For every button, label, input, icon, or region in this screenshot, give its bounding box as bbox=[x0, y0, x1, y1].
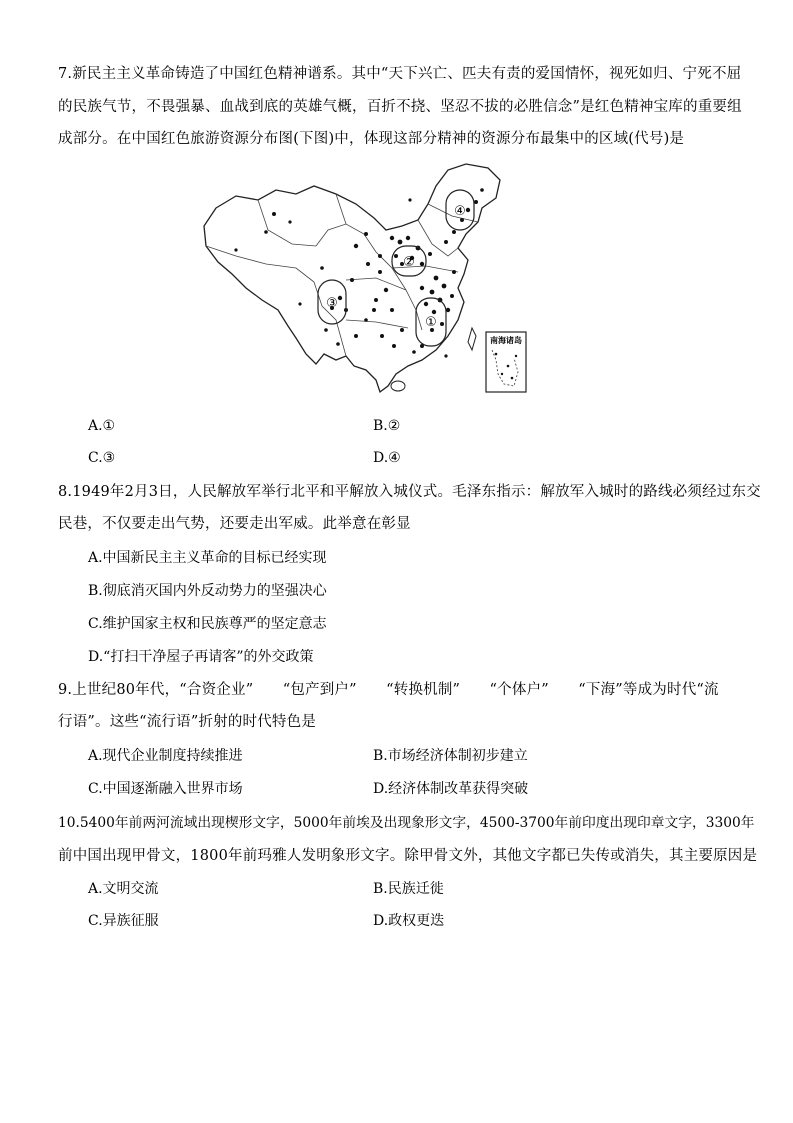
q9-option-b[interactable]: B.市场经济体制初步建立 bbox=[373, 748, 528, 764]
q10-stem-line-1: 10.5400年前两河流域出现楔形文字，5000年前埃及出现象形文字，4500-3700年前印度出现印章文字，3300年 bbox=[58, 815, 755, 831]
q7-stem-line-3: 成部分。在中国红色旅游资源分布图(下图)中，体现这部分精神的资源分布最集中的区域(代号)是 bbox=[58, 131, 685, 147]
q8-option-c[interactable]: C.维护国家主权和民族尊严的坚定意志 bbox=[88, 616, 327, 632]
q10-option-c[interactable]: C.异族征服 bbox=[88, 913, 159, 929]
q7-option-c[interactable]: C.③ bbox=[88, 450, 116, 466]
q9-option-a[interactable]: A.现代企业制度持续推进 bbox=[88, 748, 243, 764]
q7-option-a[interactable]: A.① bbox=[88, 418, 116, 434]
region-label-2: ② bbox=[403, 255, 415, 270]
q7-stem-line-1: 7.新民主主义革命铸造了中国红色精神谱系。其中“天下兴亡、匹夫有责的爱国情怀，视死如归、宁死不屈 bbox=[58, 66, 742, 82]
q9-stem-line-2: 行语”。这些“流行语”折射的时代特色是 bbox=[58, 714, 317, 730]
q9-option-d[interactable]: D.经济体制改革获得突破 bbox=[373, 781, 529, 797]
q7-stem-line-2: 的民族气节，不畏强暴、血战到底的英雄气概，百折不挠、坚忍不拔的必胜信念”是红色精神宝库的重要组 bbox=[58, 99, 742, 115]
q9-option-c[interactable]: C.中国逐渐融入世界市场 bbox=[88, 781, 243, 797]
q10-option-d[interactable]: D.政权更迭 bbox=[373, 913, 445, 929]
region-label-1: ① bbox=[425, 315, 437, 330]
q10-option-b[interactable]: B.民族迁徙 bbox=[373, 881, 444, 897]
q10-option-a[interactable]: A.文明交流 bbox=[88, 881, 159, 897]
china-red-tourism-map bbox=[196, 160, 536, 396]
q9-stem-line-1: 9.上世纪80年代，“合资企业” “包产到户” “转换机制” “个体户” “下海”等成为时代“流 bbox=[58, 682, 719, 698]
region-label-4: ④ bbox=[454, 204, 466, 219]
q8-stem-line-1: 8.1949年2月3日，人民解放军举行北平和平解放入城仪式。毛泽东指示：解放军入城时的路线必须经过东交 bbox=[58, 484, 761, 500]
inset-title: 南海诸岛 bbox=[490, 336, 522, 345]
region-label-3: ③ bbox=[326, 296, 338, 311]
q8-option-a[interactable]: A.中国新民主主义革命的目标已经实现 bbox=[88, 550, 327, 566]
q8-option-d[interactable]: D.“打扫干净屋子再请客”的外交政策 bbox=[88, 649, 314, 665]
q8-stem-line-2: 民巷，不仅要走出气势，还要走出军威。此举意在彰显 bbox=[58, 516, 411, 532]
q7-option-d[interactable]: D.④ bbox=[373, 450, 401, 466]
q7-option-b[interactable]: B.② bbox=[373, 418, 401, 434]
q10-stem-line-2: 前中国出现甲骨文，1800年前玛雅人发明象形文字。除甲骨文外，其他文字都已失传或消失，其主要原因是 bbox=[58, 848, 758, 864]
q8-option-b[interactable]: B.彻底消灭国内外反动势力的坚强决心 bbox=[88, 583, 327, 599]
